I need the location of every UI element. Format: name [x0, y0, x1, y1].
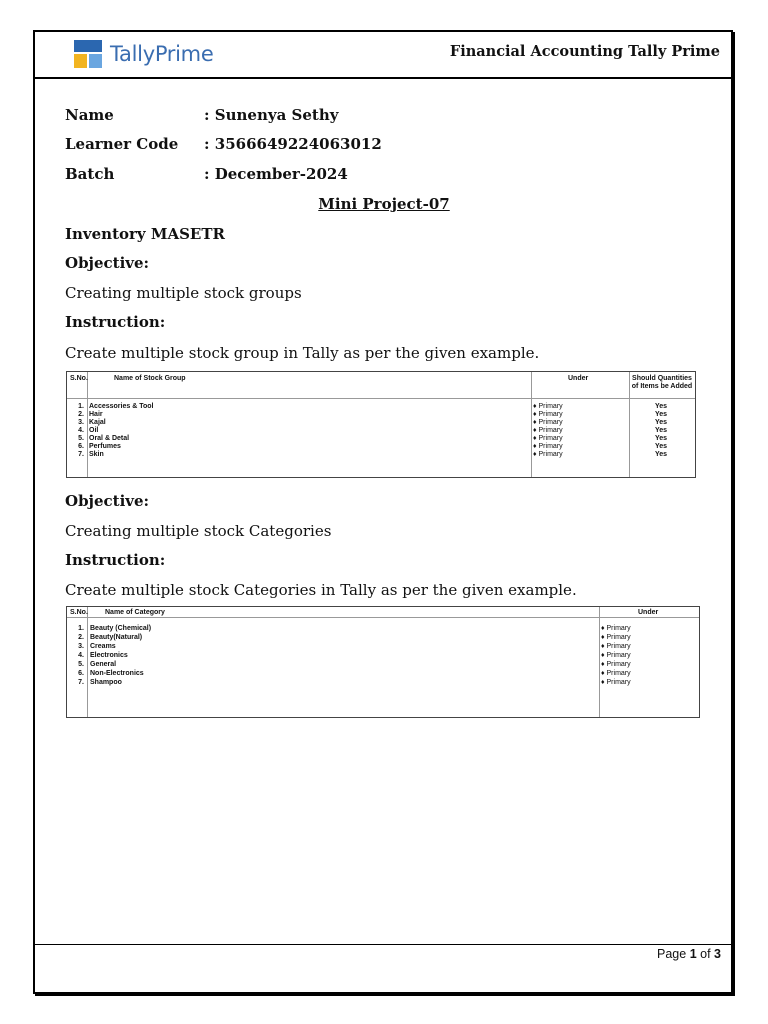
header-divider: [35, 77, 733, 79]
page-total: 3: [714, 947, 721, 961]
learner-code-label: Learner Code: [65, 135, 179, 153]
header-title: Financial Accounting Tally Prime: [449, 43, 720, 60]
instruction-label-1: Instruction:: [65, 313, 166, 331]
instruction-text-2: Create multiple stock Categories in Tally as per the given example.: [65, 581, 577, 599]
objective-label-1: Objective:: [65, 254, 150, 272]
tally-logo-icon: [74, 40, 102, 68]
table1-header-qty: Should Quantities of Items be Added: [631, 375, 693, 390]
page-word: Page: [657, 947, 687, 961]
logo-text: TallyPrime: [110, 42, 214, 66]
batch-label: Batch: [65, 165, 115, 183]
info-name-row: [65, 106, 338, 124]
of-word: of: [700, 947, 711, 961]
page-number: [657, 947, 721, 961]
tallyprime-logo: [74, 40, 213, 68]
info-code-row: [65, 135, 382, 153]
objective-text-2: Creating multiple stock Categories: [65, 522, 332, 540]
table2-header-under: Under: [638, 609, 659, 616]
objective-label-2: Objective:: [65, 492, 150, 510]
table1-header-sno: S.No.: [70, 375, 88, 382]
footer-divider: [35, 944, 733, 945]
project-title: Mini Project-07: [318, 195, 450, 213]
instruction-text-1: Create multiple stock group in Tally as per the given example.: [65, 344, 540, 362]
name-label: Name: [65, 106, 114, 124]
page-current: 1: [689, 947, 697, 961]
objective-text-1: Creating multiple stock groups: [65, 284, 302, 302]
table1-header-name: Name of Stock Group: [114, 375, 186, 382]
info-batch-row: [65, 165, 348, 183]
instruction-label-2: Instruction:: [65, 551, 166, 569]
stock-group-table: S.No. Name of Stock Group Under Should Quantities of Items be Added 1. Accessories & Tool ♦ Primary Yes 2. Hair ♦ Primary Yes 3. Kajal ♦ Primary Yes 4. Oil ♦ Primary Yes 5. Oral & Detal ♦ Primary Yes 6. Perfumes ♦ Primary Yes 7. Skin ♦ Primary Yes: [66, 371, 696, 478]
table2-header-name: Name of Category: [105, 609, 165, 616]
batch-value: : December-2024: [204, 165, 348, 183]
section-heading: Inventory MASETR: [65, 225, 225, 243]
table1-header-under: Under: [568, 375, 589, 382]
stock-category-table: S.No. Name of Category Under 1. Beauty (Chemical) ♦ Primary 2. Beauty(Natural) ♦ Primary 3. Creams ♦ Primary 4. Electronics ♦ Primary 5. General ♦ Primary 6. Non-Electronics ♦ Primary 7. Shampoo ♦ Primary: [66, 606, 700, 718]
name-value: : Sunenya Sethy: [204, 106, 339, 124]
learner-code-value: : 3566649224063012: [204, 135, 382, 153]
table2-header-sno: S.No.: [70, 609, 88, 616]
